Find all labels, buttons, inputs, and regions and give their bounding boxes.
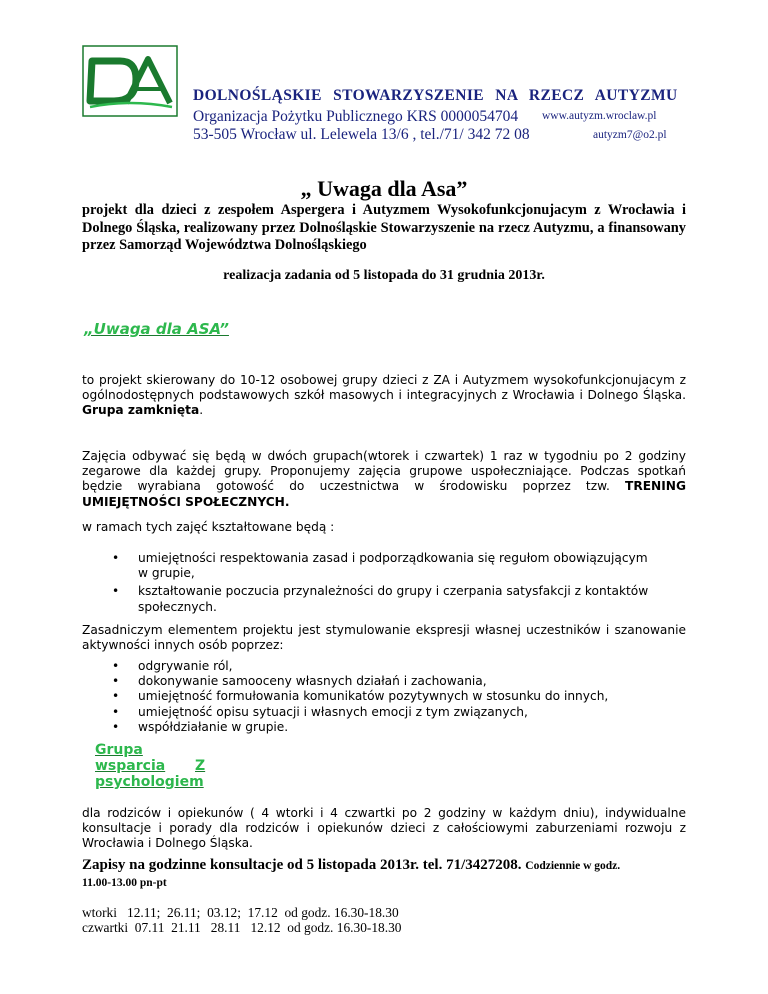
list-item bbox=[110, 720, 690, 735]
registration-main: Zapisy na godzinne konsultacje od 5 listopada 2013r. tel. 71/3427208. bbox=[82, 857, 526, 873]
organization-name: DOLNOŚLĄSKIE STOWARZYSZENIE NA RZECZ AUTYZMU bbox=[193, 87, 678, 104]
sessions-text: Zajęcia odbywać się będą w dwóch grupach(wtorek i czwartek) 1 raz w tygodniu po 2 godziny zegarowe dla każdej grupy. Proponujemy zajęcia grupowe uspołeczniające. Podczas spotkań będzie wyrabiana gotowość do uczestnictwa w środowisku poprzez tzw. bbox=[82, 449, 686, 494]
section-title: „Uwaga dla ASA” bbox=[84, 320, 229, 338]
summary-text: to projekt skierowany do 10-12 osobowej grupy dzieci z ZA i Autyzmem wysokofunkcjonujacym z ogólnodostępnych podstawowych szkół masowych i integracyjnych z Wrocławia i Dolnego Śląska. bbox=[82, 373, 686, 403]
organization-logo bbox=[82, 45, 178, 117]
project-description: projekt dla dzieci z zespołem Aspergera i Autyzmem Wysokofunkcjonujacym z Wrocławia i Dolnego Śląska, realizowany przez Dolnośląskie Stowarzyszenie na rzecz Autyzmu, a finansowany przez Samorząd Województwa Dolnośląskiego bbox=[82, 202, 686, 253]
support-group-paragraph: dla rodziców i opiekunów ( 4 wtorki i 4 czwartki po 2 godziny w każdym dniu), indywidualne konsultacje i porady dla rodziców i opiekunów dzieci z całościowymi zaburzeniami rozwoju z Wrocławia i Dolnego Śląska. bbox=[82, 806, 686, 851]
sessions-paragraph bbox=[82, 449, 686, 510]
bullet-icon: • bbox=[112, 659, 120, 673]
registration-daily: Codziennie w godz. bbox=[525, 860, 621, 872]
schedule-thursdays: czwartki 07.11 21.11 28.11 12.12 od godz. 16.30-18.30 bbox=[82, 920, 402, 935]
list-item bbox=[110, 551, 660, 581]
list-item-text: umiejętności respektowania zasad i podporządkowania się regułom obowiązującym w grupie, bbox=[138, 551, 648, 581]
skills-list-lead: w ramach tych zajęć kształtowane będą : bbox=[82, 520, 335, 534]
list-item bbox=[110, 689, 690, 704]
list-item bbox=[110, 674, 690, 689]
document-title: „ Uwaga dla Asa” bbox=[300, 176, 468, 201]
list-item bbox=[110, 584, 660, 614]
closed-group-note: Grupa zamknięta bbox=[82, 403, 200, 418]
organization-registration: Organizacja Pożytku Publicznego KRS 0000054704 bbox=[193, 108, 519, 125]
organization-address: 53-505 Wrocław ul. Lelewela 13/6 , tel./71/ 342 72 08 bbox=[193, 126, 530, 143]
project-summary-paragraph bbox=[82, 373, 686, 419]
list-item bbox=[110, 705, 690, 720]
bullet-icon: • bbox=[112, 689, 120, 704]
social-skills-training: TRENING UMIEJĘTNOŚCI SPOŁECZNYCH. bbox=[82, 479, 686, 509]
support-group-heading-line3: psychologiem bbox=[95, 774, 204, 790]
registration-hours: 11.00-13.00 pn-pt bbox=[82, 877, 167, 889]
list-item-text: kształtowanie poczucia przynależności do grupy i czerpania satysfakcji z kontaktów społecznych. bbox=[138, 584, 649, 614]
schedule-tuesdays: wtorki 12.11; 26.11; 03.12; 17.12 od godz. 16.30-18.30 bbox=[82, 905, 399, 920]
bullet-icon: • bbox=[112, 584, 120, 599]
list-item-text: odgrywanie ról, bbox=[138, 659, 233, 673]
list-item-text: dokonywanie samooceny własnych działań i zachowania, bbox=[138, 674, 487, 689]
methods-paragraph: Zasadniczym elementem projektu jest stymulowanie ekspresji własnej uczestników i szanowanie aktywności innych osób poprzez: bbox=[82, 623, 686, 653]
registration-info bbox=[82, 857, 686, 874]
summary-end: . bbox=[199, 403, 204, 418]
bullet-icon: • bbox=[112, 674, 120, 689]
support-group-heading-line2: wsparcia bbox=[95, 758, 166, 774]
logo-graphic bbox=[82, 45, 178, 117]
bullet-icon: • bbox=[112, 551, 120, 565]
skills-list bbox=[110, 551, 660, 618]
list-item bbox=[110, 659, 690, 674]
support-group-heading-line1: Grupa bbox=[95, 742, 143, 758]
bullet-icon: • bbox=[112, 704, 120, 719]
list-item-text: współdziałanie w grupie. bbox=[138, 719, 289, 734]
list-item-text: umiejętność opisu sytuacji i własnych emocji z tym związanych, bbox=[138, 704, 528, 719]
support-group-heading-z: Z bbox=[195, 758, 206, 774]
project-dates: realizacja zadania od 5 listopada do 31 grudnia 2013r. bbox=[223, 268, 545, 283]
website-link[interactable]: www.autyzm.wroclaw.pl bbox=[542, 110, 657, 122]
bullet-icon: • bbox=[112, 719, 120, 734]
email-link[interactable]: autyzm7@o2.pl bbox=[593, 129, 667, 141]
list-item-text: umiejętność formułowania komunikatów pozytywnych w stosunku do innych, bbox=[138, 689, 609, 704]
methods-list bbox=[110, 659, 690, 735]
